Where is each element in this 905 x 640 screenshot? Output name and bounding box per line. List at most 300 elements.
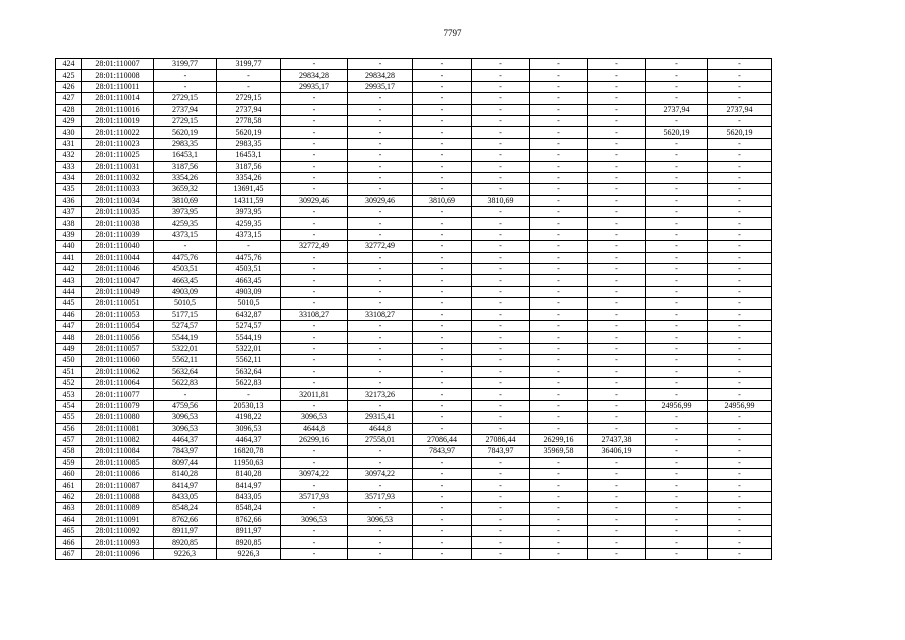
table-cell: - — [281, 150, 348, 161]
table-cell: - — [708, 548, 772, 559]
table-cell: 7843,97 — [154, 446, 217, 457]
table-cell: 28:01:110047 — [82, 275, 154, 286]
table-row — [56, 366, 772, 377]
table-cell: - — [708, 275, 772, 286]
table-cell: 449 — [56, 343, 82, 354]
table-cell: 28:01:110025 — [82, 150, 154, 161]
table-cell: 28:01:110092 — [82, 526, 154, 537]
table-cell: 3810,69 — [413, 195, 472, 206]
table-cell: 4259,35 — [154, 218, 217, 229]
table-cell: - — [348, 252, 413, 263]
table-cell: 3810,69 — [154, 195, 217, 206]
table-cell: - — [472, 377, 530, 388]
table-cell: 3354,26 — [217, 172, 281, 183]
table-cell: - — [708, 93, 772, 104]
table-cell: - — [281, 161, 348, 172]
table-cell: - — [281, 207, 348, 218]
table-cell: 32173,26 — [348, 389, 413, 400]
table-cell: 28:01:110016 — [82, 104, 154, 115]
table-cell: - — [413, 59, 472, 70]
table-cell: - — [588, 343, 646, 354]
table-cell: 29834,28 — [281, 70, 348, 81]
table-cell: 437 — [56, 207, 82, 218]
table-cell: - — [708, 161, 772, 172]
table-cell: - — [588, 104, 646, 115]
table-cell: - — [281, 298, 348, 309]
table-cell: 442 — [56, 264, 82, 275]
table-row — [56, 207, 772, 218]
table-cell: 28:01:110019 — [82, 115, 154, 126]
table-cell: - — [646, 218, 708, 229]
table-cell: - — [708, 343, 772, 354]
table-cell: - — [472, 172, 530, 183]
table-cell: 5622,83 — [217, 377, 281, 388]
table-cell: - — [281, 127, 348, 138]
table-cell: 3199,77 — [217, 59, 281, 70]
table-cell: - — [530, 503, 588, 514]
table-cell: 28:01:110008 — [82, 70, 154, 81]
table-cell: 28:01:110096 — [82, 548, 154, 559]
table-cell: - — [530, 548, 588, 559]
table-cell: - — [348, 229, 413, 240]
table-cell: 5274,57 — [154, 320, 217, 331]
table-cell: 28:01:110035 — [82, 207, 154, 218]
table-cell: - — [588, 115, 646, 126]
table-cell: - — [646, 377, 708, 388]
table-cell: 14311,59 — [217, 195, 281, 206]
table-cell: 4903,09 — [217, 286, 281, 297]
table-cell: - — [413, 343, 472, 354]
table-cell: - — [708, 241, 772, 252]
table-cell: - — [708, 389, 772, 400]
table-cell: 36406,19 — [588, 446, 646, 457]
table-cell: 3659,32 — [154, 184, 217, 195]
table-cell: - — [588, 161, 646, 172]
table-cell: - — [413, 172, 472, 183]
table-cell: - — [646, 207, 708, 218]
table-cell: 28:01:110022 — [82, 127, 154, 138]
table-cell: - — [348, 184, 413, 195]
table-cell: - — [588, 309, 646, 320]
table-cell: - — [530, 480, 588, 491]
table-cell: - — [588, 537, 646, 548]
table-cell: 16820,78 — [217, 446, 281, 457]
table-cell: 28:01:110062 — [82, 366, 154, 377]
table-cell: 5620,19 — [708, 127, 772, 138]
table-cell: 3096,53 — [281, 514, 348, 525]
table-cell: - — [413, 70, 472, 81]
table-cell: - — [708, 150, 772, 161]
table-cell: 465 — [56, 526, 82, 537]
table-cell: - — [348, 275, 413, 286]
table-cell: 2737,94 — [708, 104, 772, 115]
table-cell: 28:01:110086 — [82, 469, 154, 480]
table-cell: - — [281, 275, 348, 286]
table-cell: - — [646, 343, 708, 354]
table-cell: - — [472, 457, 530, 468]
table-cell: - — [348, 207, 413, 218]
table-cell: 435 — [56, 184, 82, 195]
table-cell: - — [348, 548, 413, 559]
table-cell: 5544,19 — [154, 332, 217, 343]
table-cell: - — [530, 366, 588, 377]
table-cell: - — [281, 400, 348, 411]
table-cell: - — [588, 526, 646, 537]
table-cell: - — [708, 537, 772, 548]
table-cell: 445 — [56, 298, 82, 309]
table-cell: - — [588, 286, 646, 297]
table-cell: 8140,28 — [154, 469, 217, 480]
table-cell: 28:01:110093 — [82, 537, 154, 548]
table-cell: - — [348, 377, 413, 388]
table-cell: 7843,97 — [413, 446, 472, 457]
table-cell: - — [646, 241, 708, 252]
table-cell: - — [588, 514, 646, 525]
table-cell: - — [348, 343, 413, 354]
table-cell: 26299,16 — [281, 434, 348, 445]
table-cell: 8548,24 — [217, 503, 281, 514]
table-cell: - — [646, 548, 708, 559]
table-cell: - — [530, 275, 588, 286]
table-cell: 433 — [56, 161, 82, 172]
table-cell: - — [413, 161, 472, 172]
table-cell: 5620,19 — [646, 127, 708, 138]
table-cell: 464 — [56, 514, 82, 525]
table-cell: 5620,19 — [217, 127, 281, 138]
table-cell: 28:01:110040 — [82, 241, 154, 252]
table-cell: 4198,22 — [217, 412, 281, 423]
table-cell: - — [588, 491, 646, 502]
table-cell: - — [472, 343, 530, 354]
table-cell: - — [646, 172, 708, 183]
table-cell: 28:01:110049 — [82, 286, 154, 297]
table-cell: - — [413, 469, 472, 480]
table-cell: 29834,28 — [348, 70, 413, 81]
table-cell: - — [588, 412, 646, 423]
table-cell: - — [588, 389, 646, 400]
table-cell: - — [413, 286, 472, 297]
table-cell: - — [281, 184, 348, 195]
table-cell: - — [413, 423, 472, 434]
table-cell: - — [588, 377, 646, 388]
table-row — [56, 526, 772, 537]
table-cell: - — [472, 104, 530, 115]
table-cell: 5274,57 — [217, 320, 281, 331]
table-cell: - — [530, 115, 588, 126]
table-cell: - — [472, 480, 530, 491]
table-cell: - — [588, 298, 646, 309]
table-cell: - — [646, 469, 708, 480]
table-cell: - — [530, 127, 588, 138]
table-cell: - — [413, 184, 472, 195]
table-cell: - — [472, 412, 530, 423]
table-cell: 8920,85 — [154, 537, 217, 548]
table-cell: - — [472, 207, 530, 218]
table-cell: - — [348, 172, 413, 183]
table-cell: - — [646, 457, 708, 468]
table-cell: - — [413, 115, 472, 126]
table-cell: - — [413, 241, 472, 252]
table-cell: - — [708, 412, 772, 423]
table-cell: 3096,53 — [217, 423, 281, 434]
table-cell: - — [588, 320, 646, 331]
table-cell: 8762,66 — [217, 514, 281, 525]
table-cell: - — [530, 150, 588, 161]
table-cell: 35969,58 — [530, 446, 588, 457]
table-cell: 32011,81 — [281, 389, 348, 400]
table-cell: 3973,95 — [217, 207, 281, 218]
table-cell: - — [413, 150, 472, 161]
table-row — [56, 548, 772, 559]
table-cell: - — [348, 457, 413, 468]
table-cell: 28:01:110031 — [82, 161, 154, 172]
table-cell: 2737,94 — [154, 104, 217, 115]
table-cell: 454 — [56, 400, 82, 411]
table-row — [56, 184, 772, 195]
table-cell: - — [413, 355, 472, 366]
table-cell: - — [413, 526, 472, 537]
table-cell: 5632,64 — [154, 366, 217, 377]
table-cell: - — [281, 264, 348, 275]
table-cell: - — [588, 172, 646, 183]
table-cell: - — [348, 366, 413, 377]
table-cell: - — [530, 412, 588, 423]
table-cell: - — [281, 138, 348, 149]
table-cell: - — [646, 503, 708, 514]
table-cell: - — [530, 104, 588, 115]
table-cell: - — [588, 469, 646, 480]
table-cell: 431 — [56, 138, 82, 149]
table-cell: - — [708, 355, 772, 366]
table-cell: 8433,05 — [154, 491, 217, 502]
table-cell: 3096,53 — [348, 514, 413, 525]
table-cell: - — [472, 127, 530, 138]
table-row — [56, 377, 772, 388]
table-cell: - — [472, 241, 530, 252]
table-row — [56, 480, 772, 491]
table-cell: 5322,01 — [154, 343, 217, 354]
table-cell: 426 — [56, 81, 82, 92]
table-cell: 3187,56 — [154, 161, 217, 172]
table-cell: - — [472, 93, 530, 104]
table-cell: 467 — [56, 548, 82, 559]
table-cell: - — [348, 59, 413, 70]
table-cell: 448 — [56, 332, 82, 343]
table-cell: - — [588, 264, 646, 275]
table-cell: - — [217, 389, 281, 400]
table-cell: 29935,17 — [348, 81, 413, 92]
table-row — [56, 218, 772, 229]
table-cell: 429 — [56, 115, 82, 126]
table-row — [56, 93, 772, 104]
table-cell: - — [646, 480, 708, 491]
table-cell: 28:01:110088 — [82, 491, 154, 502]
table-cell: - — [708, 286, 772, 297]
table-cell: - — [281, 59, 348, 70]
table-row — [56, 491, 772, 502]
table-cell: - — [413, 93, 472, 104]
table-cell: 8548,24 — [154, 503, 217, 514]
table-cell: - — [472, 115, 530, 126]
table-cell: 443 — [56, 275, 82, 286]
table-cell: 30929,46 — [348, 195, 413, 206]
table-cell: - — [530, 161, 588, 172]
table-cell: - — [588, 138, 646, 149]
table-cell: - — [472, 548, 530, 559]
table-cell: - — [413, 503, 472, 514]
data-table — [55, 58, 772, 560]
table-cell: 5322,01 — [217, 343, 281, 354]
table-cell: 28:01:110044 — [82, 252, 154, 263]
table-row — [56, 275, 772, 286]
table-cell: 28:01:110082 — [82, 434, 154, 445]
table-cell: - — [472, 514, 530, 525]
table-cell: 28:01:110046 — [82, 264, 154, 275]
table-cell: - — [348, 503, 413, 514]
table-cell: - — [646, 309, 708, 320]
table-cell: - — [348, 161, 413, 172]
table-row — [56, 332, 772, 343]
table-cell: 28:01:110089 — [82, 503, 154, 514]
table-cell: 7843,97 — [472, 446, 530, 457]
table-cell: 5562,11 — [154, 355, 217, 366]
table-cell: 26299,16 — [530, 434, 588, 445]
table-cell: 452 — [56, 377, 82, 388]
table-cell: - — [472, 252, 530, 263]
table-cell: - — [646, 150, 708, 161]
table-cell: 3810,69 — [472, 195, 530, 206]
table-cell: 430 — [56, 127, 82, 138]
table-cell: 28:01:110023 — [82, 138, 154, 149]
table-cell: - — [348, 150, 413, 161]
table-row — [56, 195, 772, 206]
table-cell: - — [708, 320, 772, 331]
table-cell: - — [281, 172, 348, 183]
table-cell: - — [413, 491, 472, 502]
table-cell: - — [472, 138, 530, 149]
table-cell: 3973,95 — [154, 207, 217, 218]
table-cell: 8097,44 — [154, 457, 217, 468]
table-cell: - — [646, 526, 708, 537]
table-cell: 35717,93 — [281, 491, 348, 502]
table-cell: 450 — [56, 355, 82, 366]
table-cell: - — [708, 423, 772, 434]
table-cell: - — [217, 241, 281, 252]
table-cell: 456 — [56, 423, 82, 434]
table-cell: - — [646, 70, 708, 81]
table-row — [56, 457, 772, 468]
table-cell: - — [708, 252, 772, 263]
table-cell: - — [646, 81, 708, 92]
table-cell: 6432,87 — [217, 309, 281, 320]
table-cell: 27558,01 — [348, 434, 413, 445]
table-cell: 4475,76 — [154, 252, 217, 263]
table-cell: - — [708, 309, 772, 320]
table-cell: - — [472, 320, 530, 331]
table-cell: 2729,15 — [154, 93, 217, 104]
table-cell: - — [348, 93, 413, 104]
table-row — [56, 264, 772, 275]
table-cell: - — [413, 457, 472, 468]
table-cell: - — [530, 81, 588, 92]
table-cell: - — [530, 377, 588, 388]
table-cell: - — [588, 457, 646, 468]
table-cell: - — [708, 491, 772, 502]
table-cell: 16453,1 — [217, 150, 281, 161]
table-cell: - — [588, 503, 646, 514]
table-cell: - — [530, 172, 588, 183]
table-row — [56, 298, 772, 309]
table-cell: 35717,93 — [348, 491, 413, 502]
table-cell: - — [348, 218, 413, 229]
table-cell: 28:01:110032 — [82, 172, 154, 183]
table-cell: - — [588, 355, 646, 366]
table-cell: - — [154, 81, 217, 92]
table-cell: - — [530, 59, 588, 70]
table-cell: - — [413, 229, 472, 240]
table-cell: 5544,19 — [217, 332, 281, 343]
table-cell: 30974,22 — [348, 469, 413, 480]
table-cell: 4259,35 — [217, 218, 281, 229]
table-cell: 28:01:110080 — [82, 412, 154, 423]
table-row — [56, 286, 772, 297]
table-cell: - — [588, 241, 646, 252]
table-cell: 28:01:110034 — [82, 195, 154, 206]
table-cell: - — [472, 526, 530, 537]
table-cell: - — [413, 400, 472, 411]
table-cell: - — [217, 81, 281, 92]
table-cell: - — [472, 537, 530, 548]
table-cell: - — [281, 537, 348, 548]
table-cell: - — [472, 469, 530, 480]
table-cell: 28:01:110060 — [82, 355, 154, 366]
table-cell: - — [530, 491, 588, 502]
table-cell: - — [281, 480, 348, 491]
table-cell: - — [348, 115, 413, 126]
table-cell: 8911,97 — [217, 526, 281, 537]
table-cell: 32772,49 — [348, 241, 413, 252]
table-cell: 27086,44 — [472, 434, 530, 445]
table-cell: - — [281, 526, 348, 537]
table-cell: - — [281, 366, 348, 377]
table-cell: 30929,46 — [281, 195, 348, 206]
table-cell: - — [588, 252, 646, 263]
table-cell: 32772,49 — [281, 241, 348, 252]
table-cell: - — [413, 252, 472, 263]
table-cell: - — [413, 81, 472, 92]
table-cell: - — [708, 70, 772, 81]
table-cell: - — [348, 537, 413, 548]
table-cell: 459 — [56, 457, 82, 468]
table-cell: - — [281, 104, 348, 115]
table-cell: - — [708, 218, 772, 229]
table-cell: 33108,27 — [281, 309, 348, 320]
table-cell: 24956,99 — [646, 400, 708, 411]
table-cell: - — [646, 93, 708, 104]
table-cell: - — [281, 115, 348, 126]
table-cell: - — [472, 400, 530, 411]
table-cell: - — [217, 70, 281, 81]
table-cell: - — [472, 491, 530, 502]
table-cell: 436 — [56, 195, 82, 206]
table-cell: - — [530, 389, 588, 400]
table-cell: - — [708, 503, 772, 514]
table-cell: - — [530, 184, 588, 195]
table-cell: - — [588, 423, 646, 434]
table-row — [56, 434, 772, 445]
table-cell: 3199,77 — [154, 59, 217, 70]
table-cell: - — [708, 115, 772, 126]
